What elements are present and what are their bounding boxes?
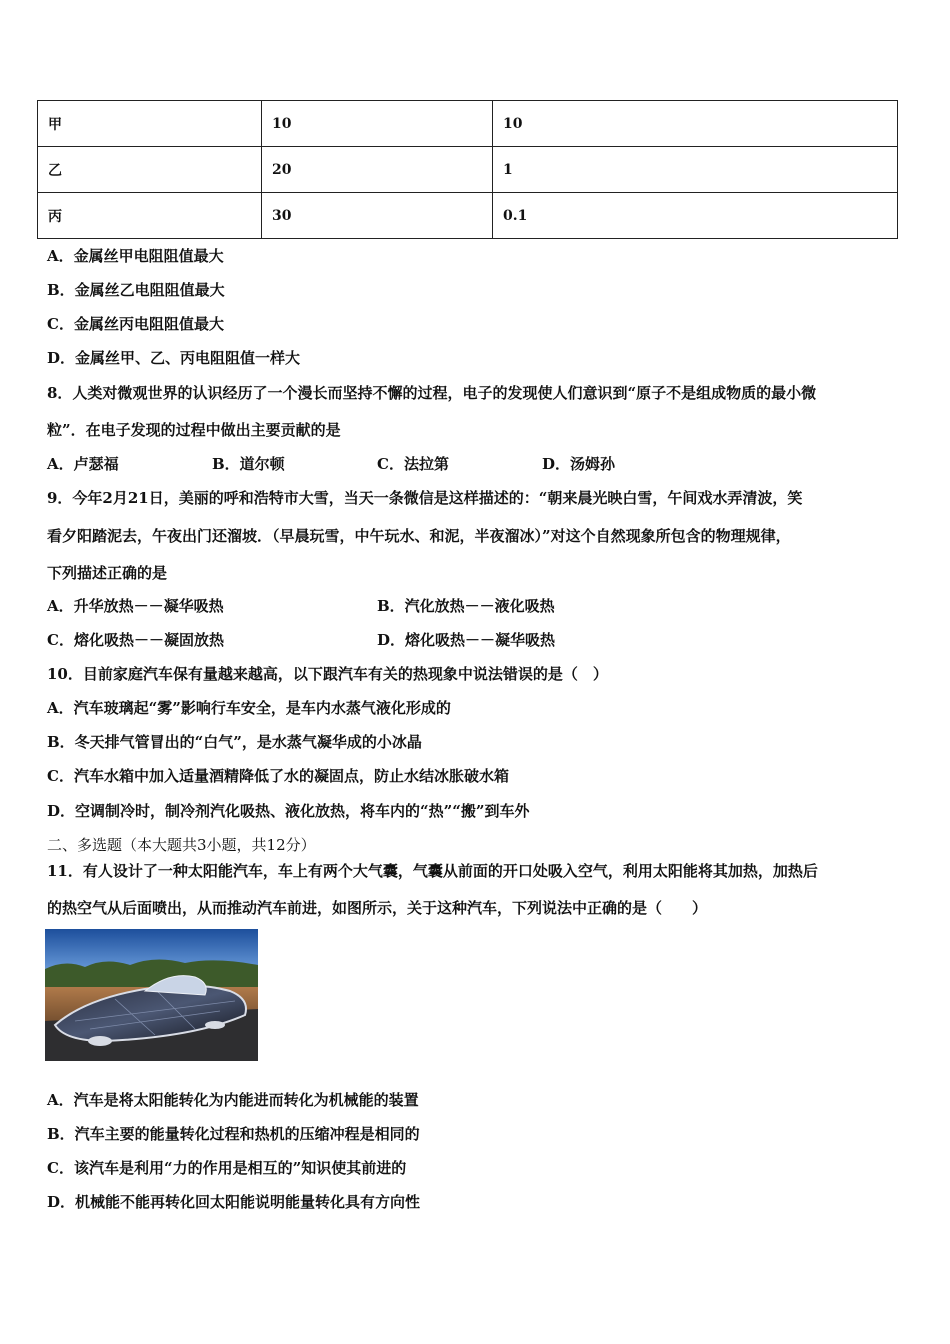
- q11-option-c: C．该汽车是利用“力的作用是相互的”知识使其前进的: [47, 1159, 407, 1177]
- q11-stem-line2: 的热空气从后面喷出，从而推动汽车前进，如图所示，关于这种汽车，下列说法中正确的是（ ）: [47, 899, 708, 917]
- solar-car-illustration: [45, 929, 258, 1061]
- q7-option-c: C．金属丝丙电阻阻值最大: [47, 315, 224, 333]
- q9-stem-line1: 9．今年2月21日，美丽的呼和浩特市大雪，当天一条微信是这样描述的：“朝来晨光映白雪，午间戏水弄清波，笑: [47, 489, 803, 507]
- table-cell: 1: [493, 147, 898, 193]
- table-cell: 10: [493, 101, 898, 147]
- data-table: [37, 100, 898, 239]
- q7-option-b: B．金属丝乙电阻阻值最大: [47, 281, 225, 299]
- table-row: [38, 193, 898, 239]
- q8-stem-line1: 8．人类对微观世界的认识经历了一个漫长而坚持不懈的过程，电子的发现使人们意识到“原子不是组成物质的最小微: [47, 384, 817, 402]
- q8-option-b: B．道尔顿: [212, 455, 285, 473]
- q9-stem-line2: 看夕阳踏泥去，午夜出门还溜坡．（早晨玩雪，中午玩水、和泥，半夜溜冰）”对这个自然现象所包含的物理规律，: [47, 527, 791, 545]
- q10-option-c: C．汽车水箱中加入适量酒精降低了水的凝固点，防止水结冰胀破水箱: [47, 767, 509, 785]
- q9-option-d: D．熔化吸热－－凝华吸热: [377, 631, 556, 649]
- q8-option-c: C．法拉第: [377, 455, 449, 473]
- q8-option-a: A．卢瑟福: [47, 455, 119, 473]
- table-row: [38, 101, 898, 147]
- q11-option-d: D．机械能不能再转化回太阳能说明能量转化具有方向性: [47, 1193, 421, 1211]
- q11-option-b: B．汽车主要的能量转化过程和热机的压缩冲程是相同的: [47, 1125, 420, 1143]
- table-cell: 20: [262, 147, 493, 193]
- q10-option-d: D．空调制冷时，制冷剂汽化吸热、液化放热，将车内的“热”“搬”到车外: [47, 802, 530, 820]
- q7-option-a: A．金属丝甲电阻阻值最大: [47, 247, 224, 265]
- q9-option-a: A．升华放热－－凝华吸热: [47, 597, 224, 615]
- q8-stem-line2: 粒”．在电子发现的过程中做出主要贡献的是: [47, 421, 341, 439]
- q7-option-d: D．金属丝甲、乙、丙电阻阻值一样大: [47, 349, 301, 367]
- q8-option-d: D．汤姆孙: [542, 455, 616, 473]
- q11-option-a: A．汽车是将太阳能转化为内能进而转化为机械能的装置: [47, 1091, 419, 1109]
- table-cell: 30: [262, 193, 493, 239]
- table-cell: 10: [262, 101, 493, 147]
- table-cell: 甲: [38, 101, 262, 147]
- table-cell: 乙: [38, 147, 262, 193]
- q10-stem: 10．目前家庭汽车保有量越来越高，以下跟汽车有关的热现象中说法错误的是（ ）: [47, 665, 608, 683]
- table-cell: 0.1: [493, 193, 898, 239]
- q9-option-b: B．汽化放热－－液化吸热: [377, 597, 555, 615]
- q9-option-c: C．熔化吸热－－凝固放热: [47, 631, 224, 649]
- table-row: [38, 147, 898, 193]
- section-title: 二、多选题（本大题共3小题，共12分）: [47, 836, 316, 854]
- q11-stem-line1: 11．有人设计了一种太阳能汽车，车上有两个大气囊，气囊从前面的开口处吸入空气，利用太阳能将其加热，加热后: [47, 862, 818, 880]
- q10-option-b: B．冬天排气管冒出的“白气”，是水蒸气凝华成的小冰晶: [47, 733, 422, 751]
- solar-car-photo: [45, 929, 258, 1061]
- q9-stem-line3: 下列描述正确的是: [47, 564, 168, 582]
- q10-option-a: A．汽车玻璃起“雾”影响行车安全，是车内水蒸气液化形成的: [47, 699, 451, 717]
- table-cell: 丙: [38, 193, 262, 239]
